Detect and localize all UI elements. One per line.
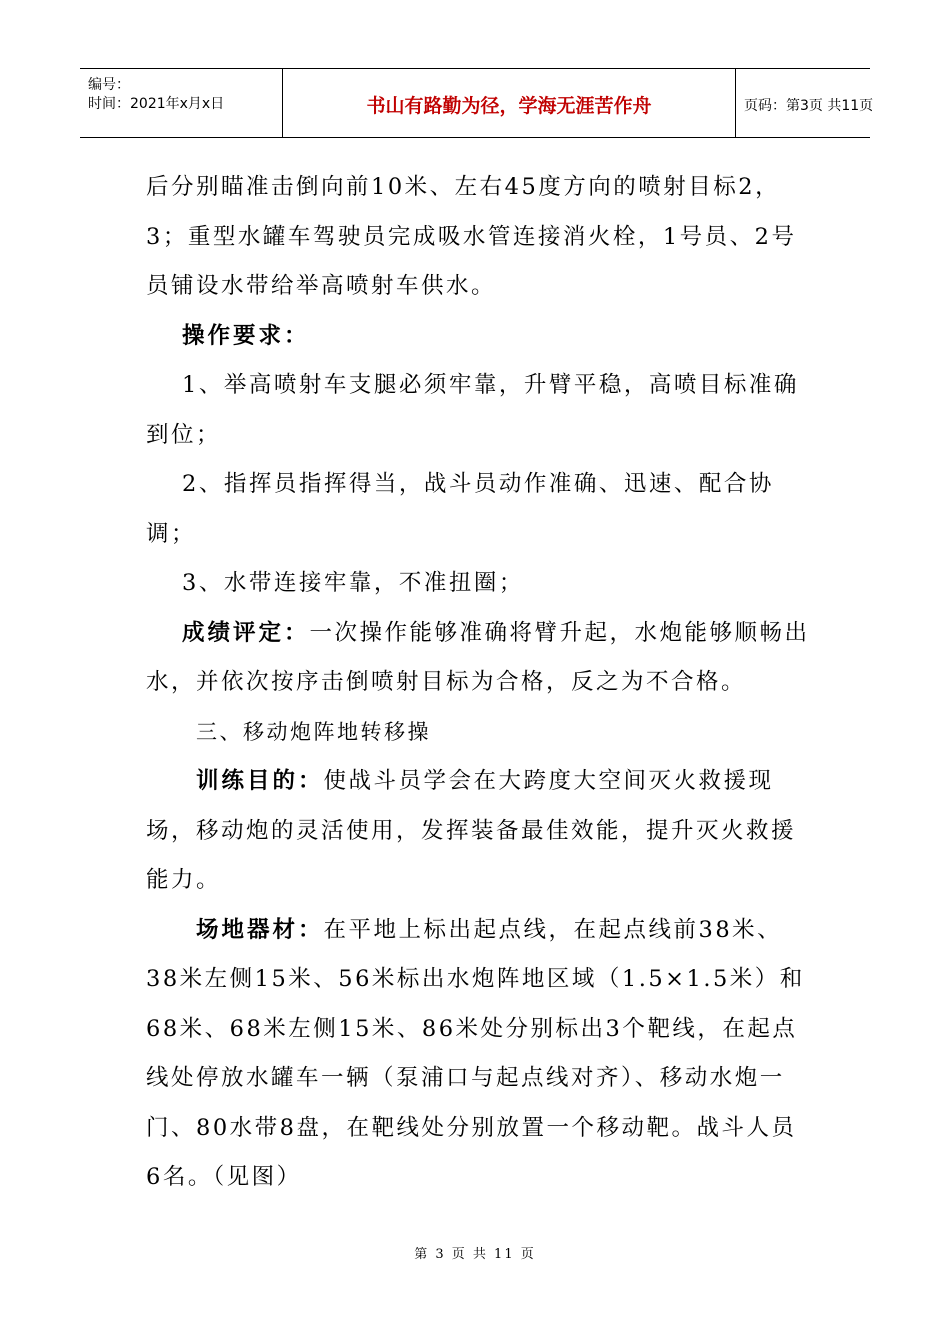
requirement-3: 3、水带连接牢靠，不准扭圈；	[182, 570, 524, 596]
venue-heading: 场地器材：	[196, 916, 324, 943]
page-footer: 第 3 页 共 11 页	[414, 1247, 536, 1262]
requirement-2: 2、指挥员指挥得当，战斗员动作准确、迅速、配合协调；	[146, 471, 774, 547]
purpose-heading: 训练目的：	[196, 768, 324, 794]
page-header	[80, 68, 874, 138]
serial-label: 编号：	[88, 77, 130, 93]
score-heading: 成绩评定：	[182, 619, 310, 646]
header-motto-cell	[282, 69, 736, 137]
paragraph-continuation: 后分别瞄准击倒向前10米、左右45度方向的喷射目标2，3；重型水罐车驾驶员完成吸水管连接消火栓，1号员、2号员铺设水带给举高喷射车供水。	[146, 174, 797, 299]
heading-text: 操作要求：	[182, 322, 310, 349]
purpose-text: 使战斗员学会在大跨度大空间灭火救援现场，移动炮的灵活使用，发挥装备最佳效能，提升灭火救援能力。	[146, 768, 797, 893]
section-heading: 三、移动炮阵地转移操	[196, 719, 431, 744]
header-page-cell	[736, 69, 874, 137]
time-label: 时间：2021年x月x日	[88, 96, 225, 112]
requirement-1: 1、举高喷射车支腿必须牢靠，升臂平稳，高喷目标准确到位；	[146, 372, 799, 448]
header-page-info: 页码：第3页 共11页	[744, 98, 874, 114]
header-motto: 书山有路勤为径，学海无涯苦作舟	[366, 95, 652, 117]
score-paragraph	[146, 609, 810, 708]
venue-paragraph	[146, 906, 810, 1203]
header-meta	[80, 69, 282, 137]
document-body	[146, 163, 810, 1203]
venue-text: 在平地上标出起点线，在起点线前38米、38米左侧15米、56米标出水炮阵地区域（1.5×1.5米）和68米、68米左侧15米、86米处分别标出3个靶线，在起点线处停放水罐车一辆（泵浦口与起点线对齐）、移动水炮一门、80水带8盘，在靶线处分别放置一个移动靶。战斗人员6名。（见图）	[146, 916, 805, 1190]
purpose-paragraph	[146, 757, 810, 906]
score-text: 一次操作能够准确将臂升起，水炮能够顺畅出水，并依次按序击倒喷射目标为合格，反之为不合格。	[146, 619, 810, 695]
operation-requirements-heading	[146, 312, 810, 362]
